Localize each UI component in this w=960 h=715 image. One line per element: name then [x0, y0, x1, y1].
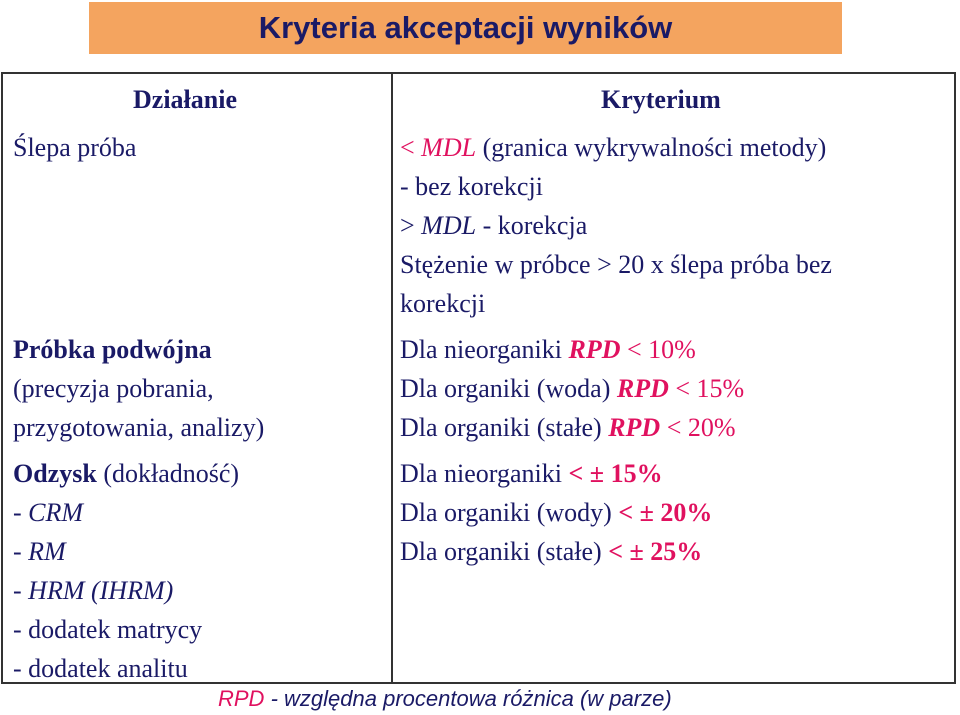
criterion-blank-line-4: Stężenie w próbce > 20 x ślepa próba bez — [400, 250, 832, 279]
header-action: Działanie — [133, 85, 237, 114]
criterion-blank-line-1: < MDL (granica wykrywalności metody) — [400, 133, 827, 162]
criteria-table — [1, 72, 956, 684]
action-duplicate-line-2: (precyzja pobrania, — [13, 374, 214, 403]
action-duplicate-line-3: przygotowania, analizy) — [13, 413, 265, 442]
action-recovery-hrm: - HRM (IHRM) — [13, 576, 174, 605]
page-title: Kryteria akceptacji wyników — [258, 10, 673, 45]
footnote-text: - względna procentowa różnica (w parze) — [270, 686, 672, 711]
criterion-duplicate-line-2: Dla organiki (woda) RPD < 15% — [400, 374, 745, 403]
footnote — [218, 684, 672, 714]
action-recovery-rm: - RM — [13, 537, 66, 566]
criterion-recovery-line-1: Dla nieorganiki < ± 15% — [400, 459, 663, 488]
criterion-blank-line-3: > MDL - korekcja — [400, 211, 588, 240]
action-recovery-analyte-spike: - dodatek analitu — [13, 654, 188, 683]
action-recovery-line-1: Odzysk (dokładność) — [13, 459, 240, 488]
criterion-blank-line-5: korekcji — [400, 289, 486, 318]
criterion-blank-line-2: - bez korekcji — [400, 172, 543, 201]
action-blank-sample: Ślepa próba — [13, 133, 137, 162]
criterion-duplicate-line-3: Dla organiki (stałe) RPD < 20% — [400, 413, 736, 442]
action-duplicate-sample: Próbka podwójna — [13, 335, 212, 364]
criterion-recovery-line-2: Dla organiki (wody) < ± 20% — [400, 498, 713, 527]
action-recovery-matrix-spike: - dodatek matrycy — [13, 615, 203, 644]
column-divider — [391, 74, 393, 682]
title-banner — [89, 2, 842, 54]
criterion-duplicate-line-1: Dla nieorganiki RPD < 10% — [400, 335, 696, 364]
footnote-rpd: RPD — [218, 686, 265, 711]
criterion-recovery-line-3: Dla organiki (stałe) < ± 25% — [400, 537, 703, 566]
action-recovery-crm: - CRM — [13, 498, 84, 527]
header-criterion: Kryterium — [601, 85, 721, 114]
